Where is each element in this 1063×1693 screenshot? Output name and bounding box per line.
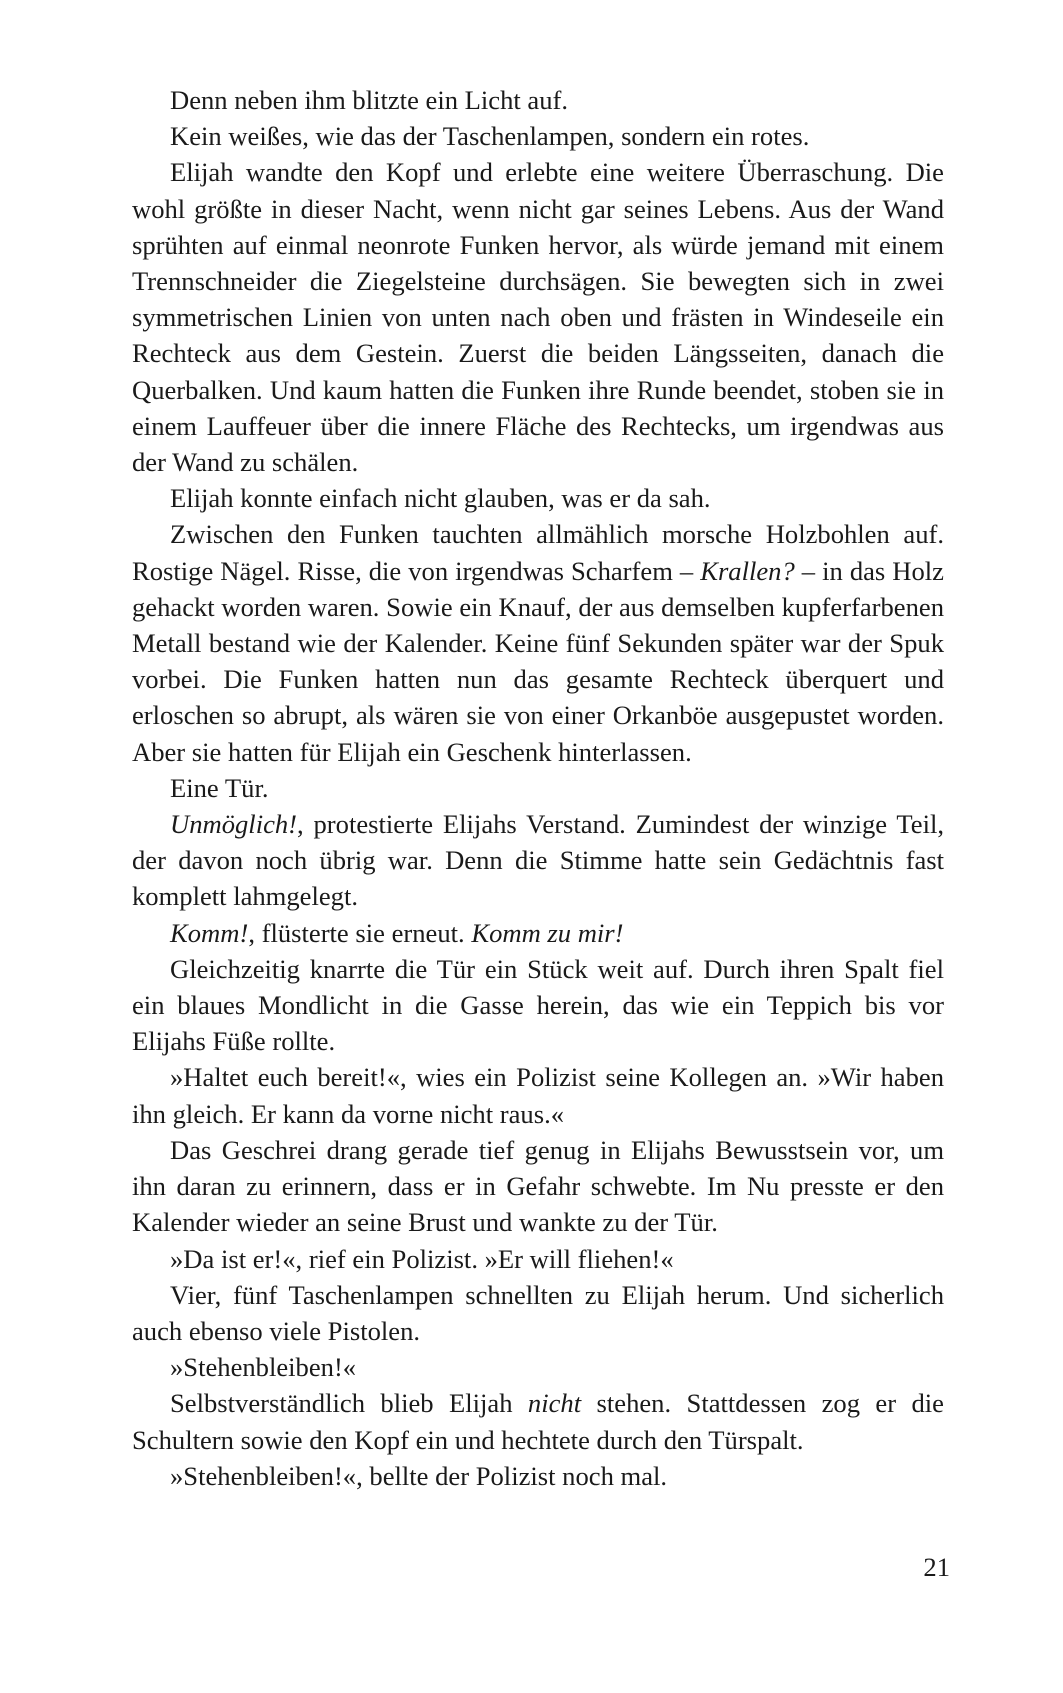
italic-text: nicht — [527, 1388, 582, 1419]
text-run: , flüsterte sie erneut. — [248, 917, 472, 948]
paragraph — [132, 770, 944, 806]
paragraph — [132, 1241, 944, 1277]
paragraph — [132, 915, 944, 951]
italic-text: Unmöglich! — [170, 809, 298, 840]
paragraph — [132, 1385, 944, 1457]
text-run: stehen. Stattdessen zog er die Schultern sowie den Kopf ein und hechtete durch den Türspalt. — [132, 1388, 944, 1455]
paragraph — [132, 806, 944, 915]
text-run: Zwischen den Funken tauchten allmählich morsche Holzbohlen auf. Rostige Nägel. Risse, die von irgendwas Scharfem – — [132, 519, 944, 586]
text-run: , protestierte Elijahs Verstand. Zumindest der winzige Teil, der davon noch übrig war. Denn die Stimme hatte sein Gedächtnis fast komplett lahmgelegt. — [132, 809, 944, 912]
paragraph — [132, 516, 944, 769]
italic-text: Komm zu mir! — [471, 917, 624, 948]
italic-text: Krallen? — [700, 555, 795, 586]
paragraph — [132, 118, 944, 154]
text-run: Gleichzeitig knarrte die Tür ein Stück weit auf. Durch ihren Spalt fiel ein blaues Mondlicht in die Gasse herein, das wie ein Teppich bis vor Elijahs Füße rollte. — [132, 953, 944, 1057]
text-run: »Stehenbleiben!«, bellte der Polizist noch mal. — [170, 1460, 668, 1491]
paragraph — [132, 1132, 944, 1241]
text-run: Elijah wandte den Kopf und erlebte eine weitere Überraschung. Die wohl größte in dieser Nacht, wenn nicht gar seines Lebens. Aus der Wand sprühten auf einmal neonrote Funken hervor, als würde jemand mit einem Trennschneider die Ziegelsteine durchsägen. Sie bewegten sich in zwei symmetrischen Linien von unten nach oben und frästen in Windeseile ein Rechteck aus dem Gestein. Zuerst die beiden Längsseiten, danach die Querbalken. Und kaum hatten die Funken ihre Runde beendet, stoben sie in einem Lauffeuer über die innere Fläche des Rechtecks, um irgendwas aus der Wand zu schälen. — [132, 157, 944, 478]
text-run: – in das Holz gehackt worden waren. Sowie ein Knauf, der aus demselben kupferfarbenen Metall bestand wie der Kalender. Keine fünf Sekunden später war der Spuk vorbei. Die Funken hatten nun das gesamte Rechteck überquert und erloschen so abrupt, als wären sie von einer Orkanböe ausgepustet worden. Aber sie hatten für Elijah ein Geschenk hinterlassen. — [132, 555, 944, 767]
paragraph — [132, 951, 944, 1060]
paragraph — [132, 1458, 944, 1494]
text-run: Das Geschrei drang gerade tief genug in Elijahs Bewusstsein vor, um ihn daran zu erinnern, dass er in Gefahr schwebte. Im Nu presste er den Kalender wieder an seine Brust und wankte zu der Tür. — [132, 1134, 944, 1238]
paragraph — [132, 480, 944, 516]
text-run: Denn neben ihm blitzte ein Licht auf. — [170, 85, 569, 115]
text-run: »Da ist er!«, rief ein Polizist. »Er will fliehen!« — [170, 1243, 674, 1274]
page-number: 21 — [923, 1552, 950, 1582]
page-body — [132, 82, 944, 1494]
paragraph — [132, 82, 944, 118]
paragraph — [132, 1349, 944, 1385]
paragraph — [132, 1277, 944, 1349]
text-run: »Haltet euch bereit!«, wies ein Polizist seine Kollegen an. »Wir haben ihn gleich. Er kann da vorne nicht raus.« — [132, 1062, 944, 1129]
text-run: »Stehenbleiben!« — [170, 1352, 357, 1383]
text-run: Selbstverständlich blieb Elijah — [170, 1388, 528, 1419]
paragraph — [132, 154, 944, 480]
text-run: Eine Tür. — [170, 772, 269, 803]
text-run: Kein weißes, wie das der Taschenlampen, sondern ein rotes. — [170, 121, 810, 152]
text-run: Vier, fünf Taschenlampen schnellten zu Elijah herum. Und sicherlich auch ebenso viele Pistolen. — [132, 1279, 944, 1346]
paragraph — [132, 1059, 944, 1131]
text-run: Elijah konnte einfach nicht glauben, was er da sah. — [170, 483, 711, 514]
italic-text: Komm! — [170, 917, 249, 948]
